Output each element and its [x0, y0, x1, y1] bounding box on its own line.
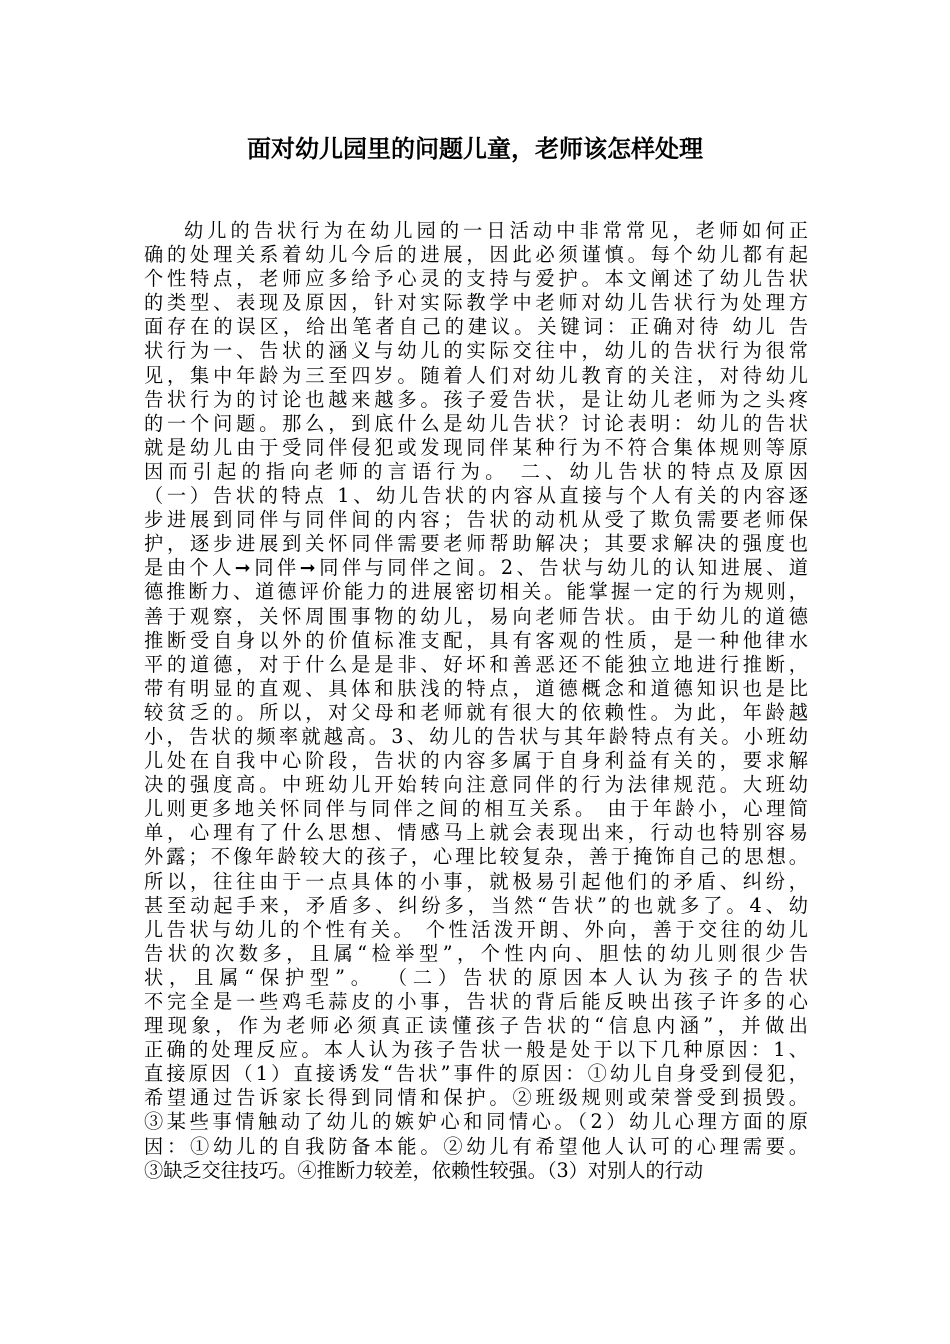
body-line: 状行为一、告状的涵义与幼儿的实际交往中，幼儿的告状行为很常 [144, 339, 808, 363]
document-body [144, 219, 808, 1183]
body-line: 见，集中年龄为三至四岁。随着人们对幼儿教育的关注，对待幼儿 [144, 363, 808, 387]
body-line: 步进展到同伴与同伴间的内容；告状的动机从受了欺负需要老师保 [144, 508, 808, 532]
body-line: （一）告状的特点 1、幼儿告状的内容从直接与个人有关的内容逐 [144, 484, 808, 508]
body-line: 较贫乏的。所以，对父母和老师就有很大的依赖性。为此，年龄越 [144, 700, 808, 724]
body-line: 儿处在自我中心阶段，告状的内容多属于自身利益有关的，要求解 [144, 749, 808, 773]
body-line: 是由个人➞同伴➞同伴与同伴之间。2、告状与幼儿的认知进展、道 [144, 556, 808, 580]
body-line: 因：①幼儿的自我防备本能。②幼儿有希望他人认可的心理需要。 [144, 1134, 808, 1158]
body-line: 单，心理有了什么思想、情感马上就会表现出来，行动也特别容易 [144, 821, 808, 845]
body-line: 小，告状的频率就越高。3、幼儿的告状与其年龄特点有关。小班幼 [144, 724, 808, 748]
body-line: 的类型、表现及原因，针对实际教学中老师对幼儿告状行为处理方 [144, 291, 808, 315]
body-line: 德推断力、道德评价能力的进展密切相关。能掌握一定的行为规则， [144, 580, 808, 604]
body-line: 的一个问题。那么，到底什么是幼儿告状？讨论表明：幼儿的告状 [144, 411, 808, 435]
body-line: 平的道德，对于什么是是非、好坏和善恶还不能独立地进行推断， [144, 652, 808, 676]
body-line: ③某些事情触动了幼儿的嫉妒心和同情心。（2）幼儿心理方面的原 [144, 1110, 808, 1134]
body-line: 个性特点，老师应多给予心灵的支持与爱护。本文阐述了幼儿告状 [144, 267, 808, 291]
body-line: 儿告状与幼儿的个性有关。 个性活泼开朗、外向，善于交往的幼儿 [144, 917, 808, 941]
body-line: 外露；不像年龄较大的孩子，心理比较复杂，善于掩饰自己的思想。 [144, 845, 808, 869]
body-line: 甚至动起手来，矛盾多、纠纷多，当然“告状”的也就多了。4、幼 [144, 893, 808, 917]
body-line: 告状行为的讨论也越来越多。孩子爱告状，是让幼儿老师为之头疼 [144, 387, 808, 411]
body-line: ③缺乏交往技巧。④推断力较差，依赖性较强。（3）对别人的行动 [144, 1158, 704, 1182]
body-line: 不完全是一些鸡毛蒜皮的小事，告状的背后能反映出孩子许多的心 [144, 990, 808, 1013]
body-line: 所以，往往由于一点具体的小事，就极易引起他们的矛盾、纠纷， [144, 869, 808, 893]
body-line: 带有明显的直观、具体和肤浅的特点，道德概念和道德知识也是比 [144, 676, 808, 700]
body-line: 善于观察，关怀周围事物的幼儿，易向老师告状。由于幼儿的道德 [144, 604, 808, 628]
body-line: 因而引起的指向老师的言语行为。 二、幼儿告状的特点及原因 [144, 459, 808, 483]
body-line: 告状的次数多，且属“检举型”，个性内向、胆怯的幼儿则很少告 [144, 941, 808, 965]
body-line: 正确的处理反应。本人认为孩子告状一般是处于以下几种原因：1、 [144, 1038, 808, 1062]
body-line: 就是幼儿由于受同伴侵犯或发现同伴某种行为不符合集体规则等原 [144, 435, 808, 459]
body-line: 幼儿的告状行为在幼儿园的一日活动中非常常见，老师如何正 [184, 219, 808, 242]
body-line: 希望通过告诉家长得到同情和保护。②班级规则或荣誉受到损毁。 [144, 1086, 808, 1110]
body-line: 确的处理关系着幼儿今后的进展，因此必须谨慎。每个幼儿都有起 [144, 243, 808, 267]
body-line: 决的强度高。中班幼儿开始转向注意同伴的行为法律规范。大班幼 [144, 773, 808, 797]
body-line: 儿则更多地关怀同伴与同伴之间的相互关系。 由于年龄小，心理简 [144, 797, 808, 821]
body-line: 理现象，作为老师必须真正读懂孩子告状的“信息内涵”，并做出 [144, 1014, 808, 1038]
body-line: 护，逐步进展到关怀同伴需要老师帮助解决；其要求解决的强度也 [144, 532, 808, 556]
body-line: 推断受自身以外的价值标准支配，具有客观的性质，是一种他律水 [144, 628, 808, 652]
body-line: 状，且属“保护型”。 （二）告状的原因本人认为孩子的告状 [144, 965, 808, 989]
body-line: 面存在的误区，给出笔者自己的建议。关键词：正确对待 幼儿 告 [144, 315, 808, 339]
body-line: 直接原因（1）直接诱发“告状”事件的原因：①幼儿自身受到侵犯， [144, 1062, 808, 1086]
document-title: 面对幼儿园里的问题儿童，老师该怎样处理 [247, 134, 703, 163]
